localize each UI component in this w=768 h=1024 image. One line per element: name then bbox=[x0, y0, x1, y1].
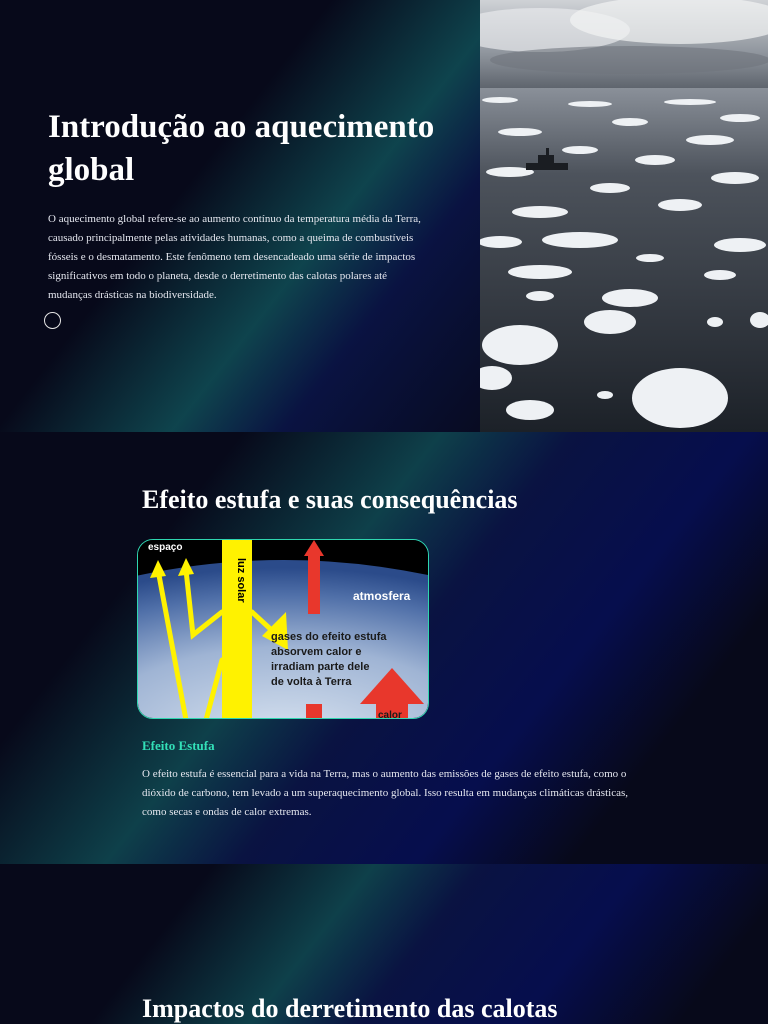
intro-title: Introdução ao aquecimento global bbox=[48, 109, 435, 188]
intro-paragraph: O aquecimento global refere-se ao aumento contínuo da temperatura média da Terra, causado principalmente pelas atividades humanas, como a queima de combustíveis fósseis e o desmatamento. Este fenômeno tem desencadeado uma série de impactos significativos em todo o planeta, desde o derretimento das calotas polares até mudanças drásticas na biodiversidade. bbox=[48, 213, 421, 301]
label-atmosphere: atmosfera bbox=[353, 589, 411, 603]
greenhouse-diagram bbox=[137, 539, 429, 719]
greenhouse-section bbox=[0, 432, 768, 864]
label-gases-4: de volta à Terra bbox=[271, 676, 352, 688]
greenhouse-subtitle: Efeito Estufa bbox=[142, 738, 215, 753]
sea-ice-photo bbox=[480, 0, 768, 432]
impacts-section bbox=[0, 864, 768, 1024]
greenhouse-title: Efeito estufa e suas consequências bbox=[142, 485, 518, 514]
label-gases-2: absorvem calor e bbox=[271, 646, 362, 658]
impacts-title: Impactos do derretimento das calotas bbox=[142, 994, 558, 1023]
intro-section bbox=[0, 0, 768, 432]
greenhouse-paragraph: O efeito estufa é essencial para a vida na Terra, mas o aumento das emissões de gases de efeito estufa, como o dióxido de carbono, tem levado a um superaquecimento global. Isso resulta em mudanças climáticas drásticas, como secas e ondas de calor extremas. bbox=[142, 768, 628, 818]
label-sunlight: luz solar bbox=[235, 558, 247, 603]
circle-button[interactable] bbox=[44, 312, 61, 329]
label-gases-1: gases do efeito estufa bbox=[271, 631, 387, 643]
label-gases-3: irradiam parte dele bbox=[271, 661, 370, 673]
label-heat: calor bbox=[378, 710, 402, 719]
label-space: espaço bbox=[148, 542, 183, 553]
